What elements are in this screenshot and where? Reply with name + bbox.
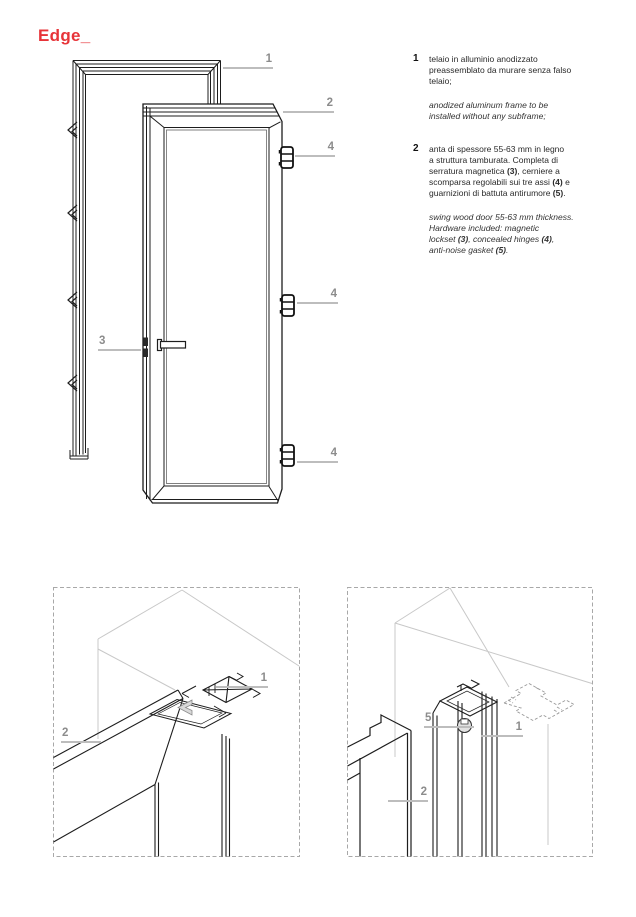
callout-detail-right-2: 2 (388, 785, 428, 802)
callout-detail-left-2: 2 (61, 726, 101, 743)
callout-lock-3: 3 (98, 334, 141, 351)
wall-cut-section (504, 684, 574, 721)
legend-item-number: 1 (413, 53, 419, 64)
callout-hinge-4-middle: 4 (297, 287, 338, 304)
legend-item-text-en: swing wood door 55-63 mm thickness. Hardware included: magnetic lockset (3), concealed hinges (4), anti-noise gasket (5). (429, 212, 574, 255)
legend-item-number: 2 (413, 143, 419, 154)
callout-detail-left-1: 1 (216, 671, 268, 688)
legend-item-2 (412, 144, 626, 256)
legend-item-text-it: telaio in alluminio anodizzato preassemblato da murare senza falso telaio; (429, 54, 572, 86)
callout-door-2: 2 (283, 96, 334, 113)
door-section-lines (54, 690, 230, 857)
detail-left-border (54, 588, 300, 857)
page-title: Edge_ (38, 26, 91, 45)
legend-item-text-it: anta di spessore 55-63 mm in legno a struttura tamburata. Completa di serratura magnetica (3), cerniere a scomparsa regolabili sui tre assi (4) e guarnizioni di battuta antirumore (5). (429, 144, 570, 198)
callout-detail-right-1: 1 (481, 720, 523, 737)
overview-drawing (68, 61, 294, 504)
callout-detail-right-5: 5 (424, 711, 474, 728)
callout-hinge-4-bottom: 4 (297, 446, 338, 463)
detail-left-drawing (54, 588, 300, 857)
legend-item-text-en: anodized aluminum frame to be installed without any subframe; (429, 100, 549, 121)
door-illustration (143, 104, 282, 503)
lock-icon (144, 338, 149, 358)
frame-profile-extrusion (433, 680, 497, 857)
callout-frame-1: 1 (223, 52, 273, 69)
callout-hinge-4-top: 4 (295, 140, 335, 157)
handle-icon (158, 340, 186, 351)
hinge-icon (281, 445, 295, 466)
legend-item-1 (412, 54, 626, 122)
frame-illustration (70, 61, 221, 460)
hinge-icon (281, 295, 295, 316)
hinge-icon (280, 147, 294, 168)
